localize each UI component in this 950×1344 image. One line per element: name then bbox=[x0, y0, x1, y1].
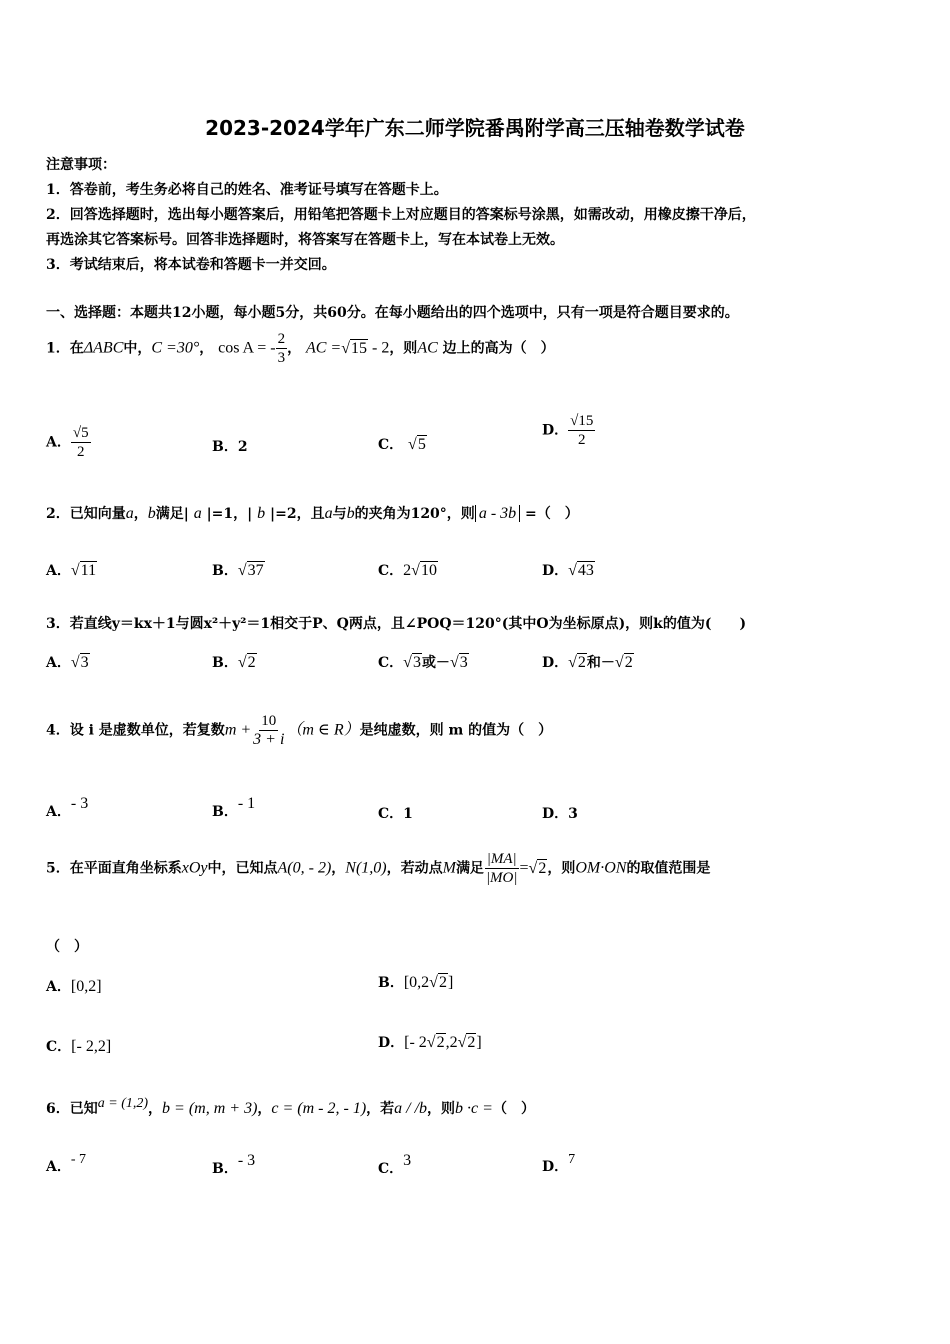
question-1: 1．在ΔABC中，C =30°， cos A = - $\frac{2}{3}$ ， AC =√15 - 2，则AC 边上的高为（ ） bbox=[46, 331, 555, 366]
option-a: A． $\frac{√5}{2}$ bbox=[46, 425, 89, 460]
option-b: B．- 1 bbox=[212, 795, 256, 820]
option-b: B．√37 bbox=[212, 562, 264, 579]
option-b: B．- 3 bbox=[212, 1152, 256, 1177]
notes-item: 再选涂其它答案标号。回答非选择题时，将答案写在答题卡上，写在本试卷上无效。 bbox=[46, 232, 564, 248]
option-d: D．√2和－√2 bbox=[542, 654, 633, 671]
notes bbox=[46, 153, 756, 278]
question-2: 2．已知向量a，b满足| a |=1，| b |=2，且a与b的夹角为120°，则 a - 3b =（ ） bbox=[46, 505, 579, 522]
option-b: B．[0,2√2] bbox=[378, 974, 454, 991]
option-c: C．3 bbox=[378, 1152, 412, 1177]
option-c: C．2√10 bbox=[378, 562, 437, 579]
option-b: B．2 bbox=[212, 439, 248, 455]
option-a: A．√3 bbox=[46, 654, 89, 671]
option-d: D． $\frac{√15}{2}$ bbox=[542, 413, 594, 448]
option-d: D．7 bbox=[542, 1152, 576, 1175]
notes-item: 2．回答选择题时，选出每小题答案后，用铅笔把答题卡上对应题目的答案标号涂黑，如需改动，用橡皮擦干净后， bbox=[46, 207, 756, 223]
notes-heading: 注意事项： bbox=[46, 157, 116, 173]
option-c: C．[- 2,2] bbox=[46, 1038, 112, 1055]
option-a: A．[0,2] bbox=[46, 978, 102, 995]
abs-value: a - 3b bbox=[475, 505, 520, 522]
notes-item: 1．答卷前，考生务必将自己的姓名、准考证号填写在答题卡上。 bbox=[46, 182, 448, 198]
option-c: C．1 bbox=[378, 806, 413, 822]
option-a: A．√11 bbox=[46, 562, 97, 579]
option-b: B．√2 bbox=[212, 654, 256, 671]
question-5-paren: （ ） bbox=[46, 939, 88, 955]
page-title: 2023-2024学年广东二师学院番禺附学高三压轴卷数学试卷 bbox=[205, 116, 745, 140]
fraction: $\frac{2}{3}$ bbox=[277, 331, 286, 366]
option-d: D．[- 2√2,2√2] bbox=[378, 1034, 482, 1051]
option-d: D．3 bbox=[542, 806, 578, 822]
sqrt: √15 bbox=[341, 339, 367, 357]
option-c: C． √5 bbox=[378, 436, 426, 453]
question-6: 6．已知a = (1,2)，b = (m, m + 3)，c = (m - 2, - 1)，若a / /b，则b ·c =（ ） bbox=[46, 1096, 535, 1117]
section-heading: 一、选择题：本题共12小题，每小题5分，共60分。在每小题给出的四个选项中，只有一项是符合题目要求的。 bbox=[46, 305, 739, 321]
question-5: 5．在平面直角坐标系xOy中，已知点A(0, - 2)，N(1,0)，若动点M满足 $\frac{|MA|}{|MO|}$ =√2，则OM·ON的取值范围是 bbox=[46, 851, 711, 886]
question-3: 3．若直线y＝kx＋1与圆x²＋y²＝1相交于P、Q两点，且∠POQ＝120°(其中O为坐标原点)，则k的值为( ) bbox=[46, 616, 747, 632]
option-c: C．√3或－√3 bbox=[378, 654, 468, 671]
option-a: A．- 3 bbox=[46, 795, 89, 820]
option-a: A．- 7 bbox=[46, 1152, 87, 1175]
option-d: D．√43 bbox=[542, 562, 594, 579]
notes-item: 3．考试结束后，将本试卷和答题卡一并交回。 bbox=[46, 257, 336, 273]
question-4: 4．设 i 是虚数单位，若复数m + $\frac{10}{3 + i}$ （m ∈ R）是纯虚数，则 m 的值为（ ） bbox=[46, 713, 553, 748]
